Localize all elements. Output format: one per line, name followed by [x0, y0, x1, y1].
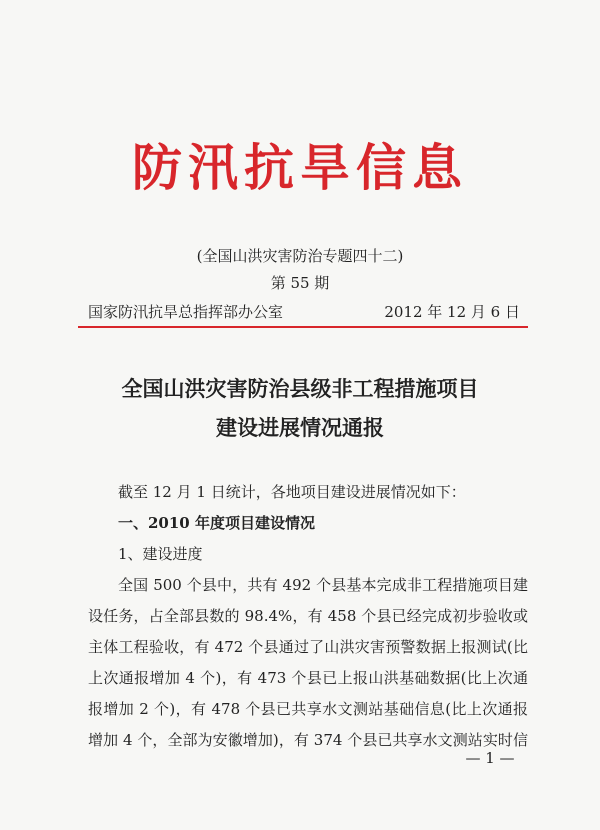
issuer-name: 国家防汛抗旱总指挥部办公室: [88, 303, 284, 321]
issue-number: 第 55 期: [270, 274, 330, 292]
section-heading: 一、2010 年度项目建设情况: [118, 514, 315, 532]
document-body: [88, 477, 528, 756]
paragraph-line: 全国 500 个县中，共有 492 个县基本完成非工程措施项目建: [118, 576, 528, 594]
page-number: — 1 —: [465, 749, 515, 767]
issuer-date-row: [88, 302, 520, 322]
subsection-heading: 1、建设进度: [118, 545, 203, 563]
document-title-line-1: 全国山洪灾害防治县级非工程措施项目: [121, 376, 479, 401]
paragraph-line: 增加 4 个，全部为安徽增加)，有 374 个县已共享水文测站实时信: [88, 731, 528, 749]
paragraph-line: 主体工程验收，有 472 个县通过了山洪灾害预警数据上报测试(比: [88, 638, 528, 656]
paragraph-line: 上次通报增加 4 个)，有 473 个县已上报山洪基础数据(比上次通: [88, 669, 528, 687]
issue-date: 2012 年 12 月 6 日: [384, 303, 520, 321]
document-title-line-2: 建设进展情况通报: [216, 415, 384, 440]
intro-paragraph: 截至 12 月 1 日统计，各地项目建设进展情况如下：: [118, 483, 466, 501]
paragraph-line: 设任务，占全部县数的 98.4%，有 458 个县已经完成初步验收或: [88, 607, 528, 625]
paragraph-line: 报增加 2 个)，有 478 个县已共享水文测站基础信息(比上次通报: [88, 700, 528, 718]
masthead-title: 防汛抗旱信息: [132, 138, 468, 197]
special-issue-label: (全国山洪灾害防治专题四十二): [196, 247, 404, 265]
red-divider-line: [78, 326, 528, 328]
